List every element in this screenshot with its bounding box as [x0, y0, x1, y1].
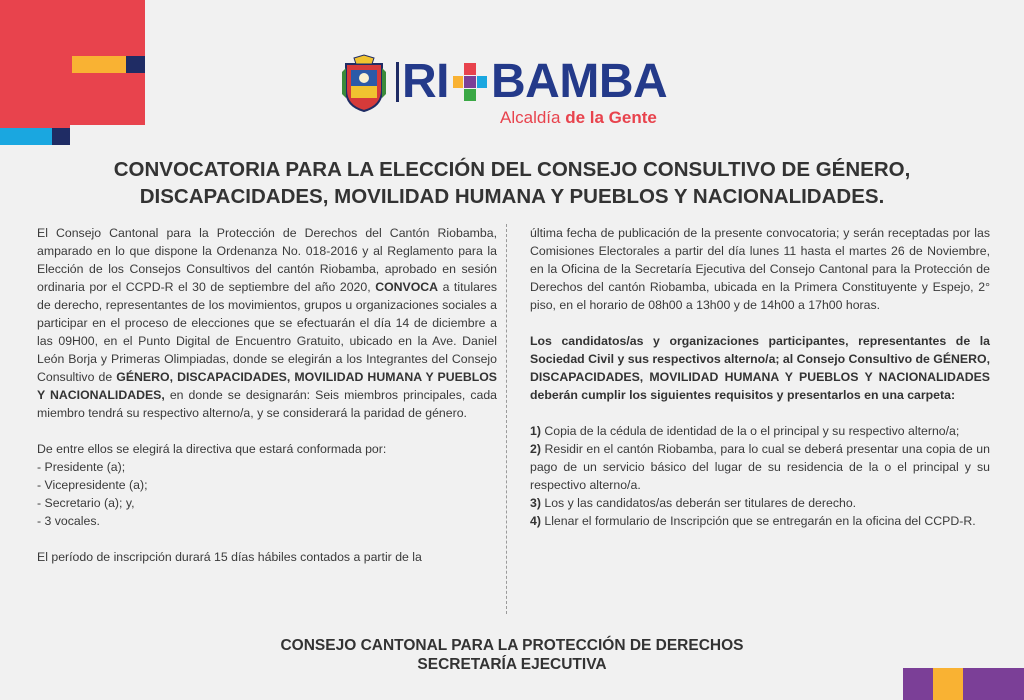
list-item: - Presidente (a);	[37, 460, 126, 474]
page-title	[40, 156, 984, 210]
reception-paragraph: última fecha de publicación de la presente convocatoria; y serán receptadas por las Comisiones Electorales a partir del día lunes 11 hasta el martes 26 de Noviembre, en la Oficina de la Secretaría Ejecutiva del Consejo Cantonal para la Protección de Derechos del cantón Riobamba, ubicada en la Primera Constituyente y Espejo, 2° piso, en el horario de 08h00 a 13h00 y de 14h00 a 17h00 horas.	[530, 226, 990, 312]
title-line-2: DISCAPACIDADES, MOVILIDAD HUMANA Y PUEBLOS Y NACIONALIDADES.	[139, 185, 885, 208]
requirement-item	[530, 422, 990, 440]
logo-wordmark	[402, 54, 667, 110]
list-item: - Vicepresidente (a);	[37, 478, 148, 492]
intro-text-e: en donde se designarán: Seis miembros principales, cada miembro tendrá su respectivo alterno/a, y se considerará la paridad de género.	[37, 388, 497, 420]
directiva-paragraph: De entre ellos se elegirá la directiva que estará conformada por:	[37, 442, 387, 456]
requirement-number: 4)	[530, 514, 541, 528]
requirement-text: Llenar el formulario de Inscripción que se entregarán en la oficina del CCPD-R.	[544, 514, 976, 528]
requirements-intro-text: Los candidatos/as y organizaciones participantes, representantes de la Sociedad Civil y sus respectivos alterno/a; al Consejo Consultivo de GÉNERO, DISCAPACIDADES, MOVILIDAD HUMANA Y PUEBLOS Y NACIONALIDADES deberán cumplir los siguientes requisitos y presentarlos en una carpeta:	[530, 334, 990, 402]
intro-paragraph	[37, 224, 497, 422]
tagline-bold: de la Gente	[565, 108, 657, 127]
convoca-emphasis: CONVOCA	[375, 280, 439, 294]
requirement-text: Los y las candidatos/as deberán ser titulares de derecho.	[544, 496, 857, 510]
intro-text-a: El Consejo Cantonal para la Protección de Derechos del Cantón Riobamba, amparado en lo que dispone la Ordenanza No. 018-2016 y al Reglamento para la Elección de los Consejos Consultivos del cantón Riobamba, aprobado en sesión ordinaria por el CCPD-R el 30 de septiembre del año 2020,	[37, 226, 497, 294]
logo-word-left: RI	[402, 55, 449, 108]
intro-text-c: a titulares de derecho, representantes de los movimientos, grupos u organizaciones sociales a participar en el proceso de elecciones que se efectuarán el día 14 de diciembre a las 09H00, en el Punto Digital de Encuentro Gratuito, ubicado en la Ave. Daniel León Borja y Primeras Olimpiadas, donde se elegirán a los Integrantes del Consejo Consultivo de	[37, 280, 497, 384]
left-column	[37, 224, 497, 566]
corner-decoration-blue	[0, 128, 52, 145]
requirement-text: Copia de la cédula de identidad de la o el principal y su respectivo alterno/a;	[544, 424, 960, 438]
consejo-emphasis: GÉNERO, DISCAPACIDADES, MOVILIDAD HUMANA Y PUEBLOS Y NACIONALIDADES,	[37, 370, 497, 402]
logo-tagline	[500, 108, 657, 128]
coat-of-arms-icon	[340, 54, 388, 112]
logo-word-right: BAMBA	[491, 55, 668, 108]
requirement-number: 2)	[530, 442, 541, 456]
corner-decoration-navy	[52, 128, 70, 145]
chakana-icon	[453, 63, 487, 101]
requirement-item	[530, 494, 990, 512]
tagline-regular: Alcaldía	[500, 108, 561, 127]
requirement-number: 1)	[530, 424, 541, 438]
requirement-text: Residir en el cantón Riobamba, para lo cual se deberá presentar una copia de un pago de un servicio básico del lugar de su residencia de la o el principal y su respectivo alterno/a.	[530, 442, 990, 492]
requirements-intro	[530, 332, 990, 404]
list-item: - 3 vocales.	[37, 514, 100, 528]
logo-divider	[396, 62, 399, 102]
title-line-1: CONVOCATORIA PARA LA ELECCIÓN DEL CONSEJO CONSULTIVO DE GÉNERO,	[113, 158, 911, 181]
column-divider	[506, 224, 507, 614]
list-item: - Secretario (a); y,	[37, 496, 135, 510]
requirement-number: 3)	[530, 496, 541, 510]
inscription-paragraph: El período de inscripción durará 15 días hábiles contados a partir de la	[37, 550, 422, 564]
footer-line-2: SECRETARÍA EJECUTIVA	[417, 656, 607, 673]
corner-decoration-navy-small	[126, 56, 145, 73]
corner-decoration-yellow	[72, 56, 126, 73]
footer-line-1: CONSEJO CANTONAL PARA LA PROTECCIÓN DE DERECHOS	[280, 637, 744, 654]
right-column	[530, 224, 990, 530]
requirement-item	[530, 440, 990, 494]
riobamba-logo	[340, 52, 690, 132]
footer-signature	[0, 636, 1024, 674]
requirement-item	[530, 512, 990, 530]
